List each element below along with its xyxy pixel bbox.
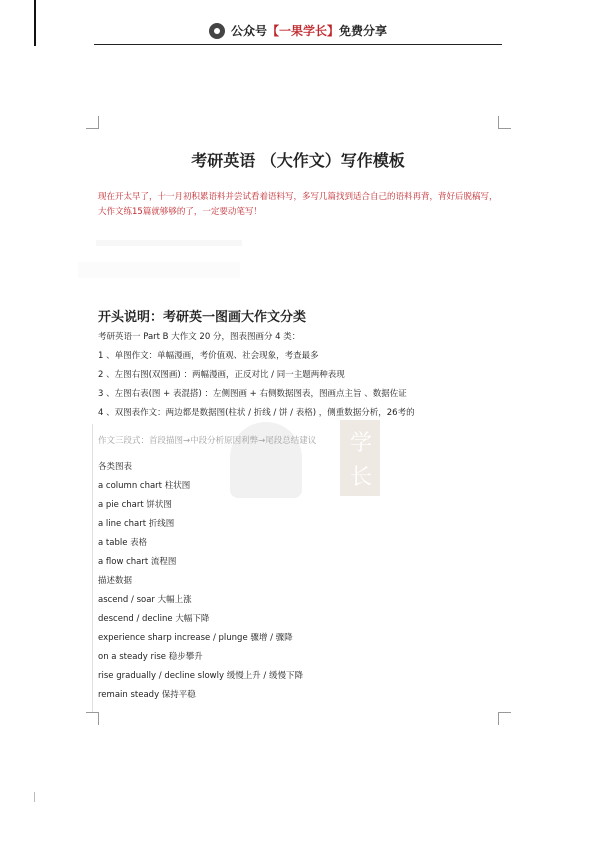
category-line: 4 、双图表作文：两边都是数据图(柱状 / 折线 / 饼 / 表格) ，侧重数据分析，26考的	[98, 408, 415, 418]
vocab-item: on a steady rise 稳步攀升	[98, 652, 203, 662]
vocab-item: rise gradually / decline slowly 缓慢上升 / 缓慢下降	[98, 671, 303, 681]
header-text	[231, 22, 387, 39]
header-suffix: 免费分享	[339, 24, 388, 38]
left-margin-tick	[34, 792, 35, 802]
header-highlight: 【一果学长】	[266, 24, 339, 38]
vocab-item: a column chart 柱状图	[98, 481, 191, 491]
watermark-char: 学	[349, 431, 372, 456]
structure-note: 作文三段式：首段描图→中段分析原因利弊→尾段总结建议	[98, 436, 317, 446]
wechat-logo-icon	[209, 23, 225, 39]
vocab-heading: 描述数据	[98, 576, 133, 586]
vocab-item: remain steady 保持平稳	[98, 690, 196, 700]
crop-mark-bottom-right	[498, 712, 511, 725]
vocab-item: a pie chart 饼状图	[98, 500, 172, 510]
vocab-list	[98, 458, 498, 705]
faded-text-block	[96, 240, 242, 246]
page-title: 考研英语 （大作文）写作模板	[191, 151, 405, 170]
header-prefix: 公众号	[230, 24, 267, 38]
vocab-item: a flow chart 流程图	[98, 557, 177, 567]
vocab-item: descend / decline 大幅下降	[98, 614, 210, 624]
category-line: 1 、单图作文：单幅漫画，考价值观、社会现象，考查最多	[98, 351, 319, 361]
vocab-item: ascend / soar 大幅上涨	[98, 595, 192, 605]
category-line: 2 、左图右图(双图画) ：两幅漫画，正反对比 / 同一主题两种表现	[98, 370, 345, 380]
vocab-heading: 各类图表	[98, 462, 133, 472]
watermark-char: 长	[349, 465, 372, 490]
category-line: 3 、左图右表(图 + 表混搭) ：左侧图画 + 右侧数据图表，图画点主旨 、数据佐证	[98, 389, 407, 399]
vocab-item: a table 表格	[98, 538, 148, 548]
crop-mark-top-left	[86, 116, 99, 129]
category-line: 考研英语一 Part B 大作文 20 分，图表图画分 4 类：	[98, 332, 301, 342]
section-title: 开头说明：考研英一图画大作文分类	[98, 310, 307, 325]
vocab-item: a line chart 折线图	[98, 519, 175, 529]
crop-mark-bottom-left	[86, 712, 99, 725]
category-list	[98, 328, 518, 423]
quote-bar	[92, 424, 93, 712]
crop-mark-top-right	[498, 116, 511, 129]
page-header	[0, 22, 596, 39]
faded-text-block-2	[78, 262, 240, 278]
red-notice: 现在开太早了，十一月初积累语料并尝试看着语料写，多写几篇找到适合自己的语料再背，背好后脱稿写，大作文练15篇就够够的了，一定要动笔写！	[98, 192, 498, 217]
header-divider	[94, 44, 502, 45]
vocab-item: experience sharp increase / plunge 骤增 / 骤降	[98, 633, 293, 643]
